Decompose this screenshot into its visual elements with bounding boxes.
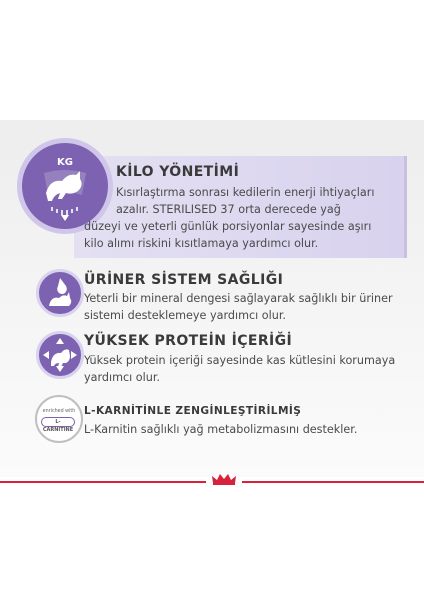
badge-l-carnitine-text: L-CARNITINE — [42, 419, 74, 433]
section-text-lcarnitine-line1: L-Karnitin sağlıklı yağ metabolizmasını destekler. — [84, 423, 358, 436]
protein-content-icon — [36, 331, 84, 379]
kg-label: KG — [57, 157, 73, 168]
royal-canin-crown-logo — [210, 472, 238, 486]
cat-muscle-icon — [39, 334, 81, 376]
section-text-weight-line2: azalır. STERILISED 37 orta derecede yağ — [116, 203, 341, 216]
section-text-protein-line2: yardımcı olur. — [84, 371, 160, 384]
section-text-weight-line1: Kısırlaştırma sonrası kedilerin enerji ihtiyaçları — [116, 186, 375, 199]
badge-enriched-text: enriched with — [42, 409, 76, 414]
section-text-weight-line3: düzeyi ve yeterli günlük porsiyonlar sayesinde aşırı — [84, 220, 372, 233]
brand-red-line-left — [0, 481, 206, 483]
section-title-urinary: ÜRİNER SİSTEM SAĞLIĞI — [84, 272, 284, 288]
urinary-drop-icon — [39, 272, 81, 314]
cat-scale-icon — [22, 143, 108, 229]
section-text-urinary-line1: Yeterli bir mineral dengesi sağlayarak sağlıklı bir üriner — [84, 292, 393, 305]
l-carnitine-badge-icon — [35, 395, 83, 443]
section-text-weight-line4: kilo alımı riskini kısıtlamaya yardımcı olur. — [84, 237, 319, 250]
section-title-protein: YÜKSEK PROTEİN İÇERİĞİ — [84, 333, 293, 349]
section-text-protein-line1: Yüksek protein içeriği sayesinde kas kütlesini korumaya — [84, 354, 396, 367]
brand-red-line-right — [242, 481, 424, 483]
urinary-health-icon — [36, 269, 84, 317]
section-text-urinary-line2: sistemi desteklemeye yardımcı olur. — [84, 309, 286, 322]
section-title-weight: KİLO YÖNETİMİ — [116, 164, 240, 180]
section-title-lcarnitine: L-KARNİTİNLE ZENGİNLEŞTİRİLMİŞ — [84, 405, 302, 417]
